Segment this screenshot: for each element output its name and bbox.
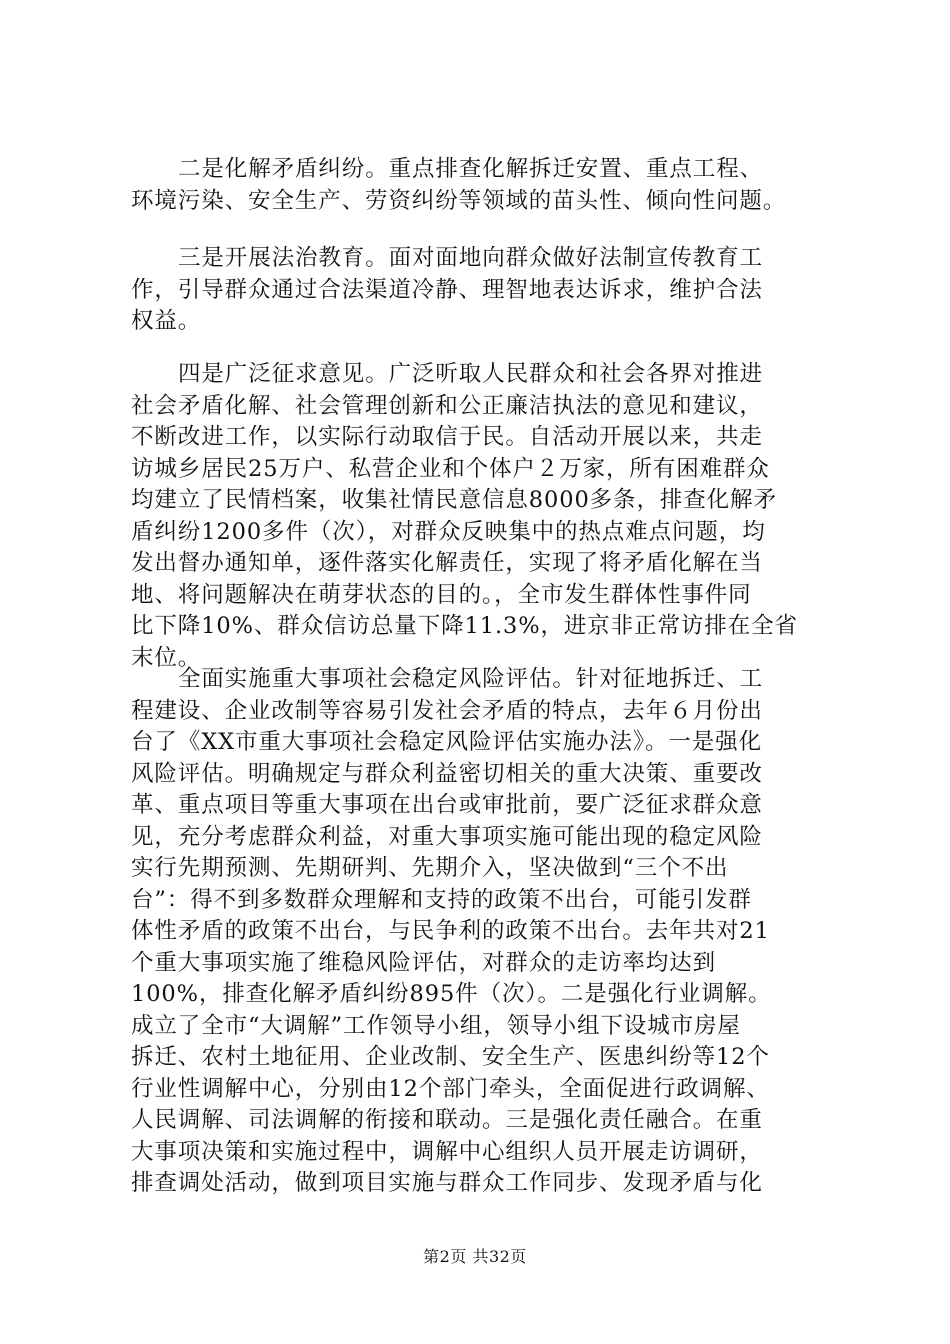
paragraph-soliciting-opinions: 四是广泛征求意见。广泛听取人民群众和社会各界对推进 社会矛盾化解、社会管理创新和公正廉洁执法的意见和建议， 不断改进工作，以实际行动取信于民。自活动开展以来，共走 访城乡居民25万户、私营企业和个体户２万家，所有困难群众 均建立了民情档案，收集社情民意信息8000多条，排查化解矛 盾纠纷1200多件（次），对群众反映集中的热点难点问题，均 发出督办通知单，逐件落实化解责任，实现了将矛盾化解在当 地、将问题解决在萌芽状态的目的。，全市发生群体性事件同 比下降10%、群众信访总量下降11.3%，进京非正常访排在全省 末位。 [131, 361, 798, 671]
paragraph-risk-assessment: 全面实施重大事项社会稳定风险评估。针对征地拆迁、工 程建设、企业改制等容易引发社会矛盾的特点，去年６月份出 台了《XX市重大事项社会稳定风险评估实施办法》。一是强化 风险评估。明确规定与群众利益密切相关的重大决策、重要改 革、重点项目等重大事项在出台或审批前，要广泛征求群众意 见，充分考虑群众利益，对重大事项实施可能出现的稳定风险 实行先期预测、先期研判、先期介入，坚决做到“三个不出 台”：得不到多数群众理解和支持的政策不出台，可能引发群 体性矛盾的政策不出台，与民争利的政策不出台。去年共对21 个重大事项实施了维稳风险评估，对群众的走访率均达到 100%，排查化解矛盾纠纷895件（次）。二是强化行业调解。 成立了全市“大调解”工作领导小组，领导小组下设城市房屋 拆迁、农村土地征用、企业改制、安全生产、医患纠纷等12个 行业性调解中心，分别由12个部门牵头，全面促进行政调解、 人民调解、司法调解的衔接和联动。三是强化责任融合。在重 大事项决策和实施过程中，调解中心组织人员开展走访调研， 排查调处活动，做到项目实施与群众工作同步、发现矛盾与化 [131, 666, 772, 1196]
page-footer: 第2页 共32页 [423, 1247, 527, 1266]
paragraph-legal-education: 三是开展法治教育。面对面地向群众做好法制宣传教育工 作，引导群众通过合法渠道冷静、理智地表达诉求，维护合法 权益。 [131, 245, 764, 334]
paragraph-conflict-resolution: 二是化解矛盾纠纷。重点排查化解拆迁安置、重点工程、 环境污染、安全生产、劳资纠纷等领域的苗头性、倾向性问题。 [131, 156, 787, 214]
